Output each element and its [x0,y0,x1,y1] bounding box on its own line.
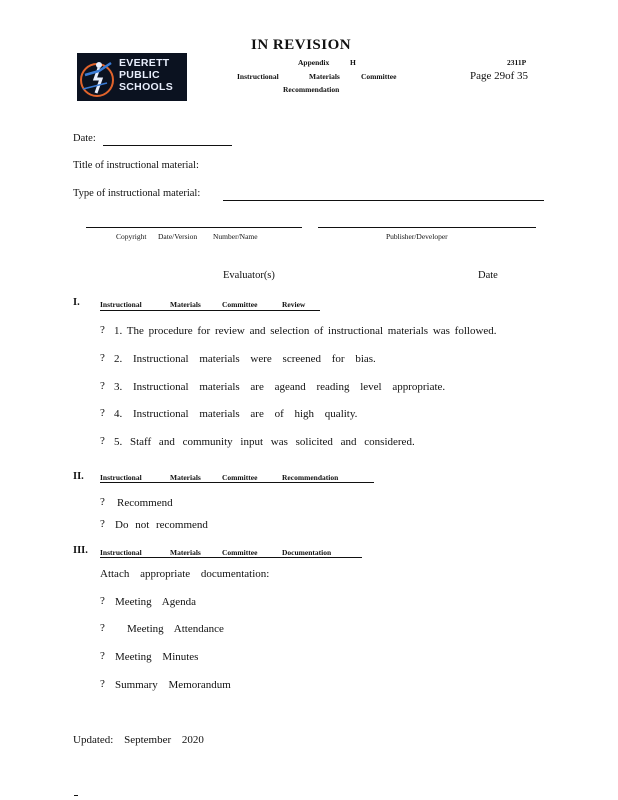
evaluation-date-label: Date [478,270,498,281]
documentation-instruction: Attach appropriate documentation: [100,568,270,580]
logo-emblem-icon [77,53,121,101]
copyright-caption: Copyright [116,232,147,241]
option-summary-memorandum: Summary Memorandum [115,679,231,691]
district-logo [77,53,187,101]
section-heading-word: Materials [170,300,201,309]
title-label: Title of instructional material: [73,160,199,171]
section-heading-underline [100,557,362,558]
checkbox[interactable]: ? [100,435,105,447]
option-recommend: Recommend [117,497,173,509]
section-numeral: III. [73,545,88,556]
checkbox[interactable]: ? [100,380,105,392]
section-heading-word: Documentation [282,548,332,557]
updated-date: Updated: September 2020 [73,734,204,746]
section-heading-word: Committee [222,548,258,557]
section-heading-word: Materials [170,548,201,557]
header-word: Instructional [237,72,279,81]
number-name-caption: Number/Name [213,232,258,241]
policy-number: 2311P [507,58,527,67]
type-label: Type of instructional material: [73,188,201,199]
section-numeral: I. [73,297,80,308]
logo-text-line: SCHOOLS [119,81,174,93]
option-do-not-recommend: Do not recommend [115,519,208,531]
checklist-item: 3. Instructional materials are ageand reading level appropriate. [114,381,446,393]
date-label: Date: [73,133,96,144]
section-heading-word: Materials [170,473,201,482]
checkbox[interactable]: ? [100,595,105,607]
checkbox[interactable]: ? [100,518,105,530]
header-word: Recommendation [283,85,340,94]
section-heading-word: Instructional [100,548,142,557]
checklist-item: 4. Instructional materials are of high quality. [114,408,358,420]
logo-text-line: PUBLIC [119,69,160,81]
appendix-letter: H [350,58,356,67]
checkbox[interactable]: ? [100,324,105,336]
section-heading-word: Instructional [100,473,142,482]
appendix-label: Appendix [298,58,330,67]
page-mark [74,795,78,796]
publisher-field[interactable] [318,227,536,228]
option-meeting-minutes: Meeting Minutes [115,651,199,663]
option-meeting-attendance: Meeting Attendance [127,623,224,635]
publisher-caption: Publisher/Developer [386,232,448,241]
option-meeting-agenda: Meeting Agenda [115,596,197,608]
section-heading-word: Instructional [100,300,142,309]
section-heading-word: Committee [222,473,258,482]
checkbox[interactable]: ? [100,678,105,690]
date-version-caption: Date/Version [158,232,198,241]
evaluators-label: Evaluator(s) [223,270,275,281]
header-word: Materials [309,72,340,81]
header-word: Committee [361,72,397,81]
checkbox[interactable]: ? [100,496,105,508]
date-field[interactable] [103,145,232,146]
section-heading-underline [100,310,320,311]
copyright-field[interactable] [86,227,302,228]
section-heading-word: Committee [222,300,258,309]
checkbox[interactable]: ? [100,407,105,419]
section-heading-word: Review [282,300,306,309]
checkbox[interactable]: ? [100,622,105,634]
checkbox[interactable]: ? [100,650,105,662]
section-numeral: II. [73,471,84,482]
document-status-title: IN REVISION [251,37,352,53]
section-heading-underline [100,482,374,483]
checklist-item: 1. The procedure for review and selection of instructional materials was followed. [114,325,497,337]
type-field[interactable] [223,200,544,201]
checkbox[interactable]: ? [100,352,105,364]
checklist-item: 5. Staff and community input was solicited and considered. [114,436,415,448]
checklist-item: 2. Instructional materials were screened for bias. [114,353,376,365]
logo-text-line: EVERETT [119,57,170,69]
section-heading-word: Recommendation [282,473,339,482]
page-number: Page 29of 35 [470,70,529,82]
